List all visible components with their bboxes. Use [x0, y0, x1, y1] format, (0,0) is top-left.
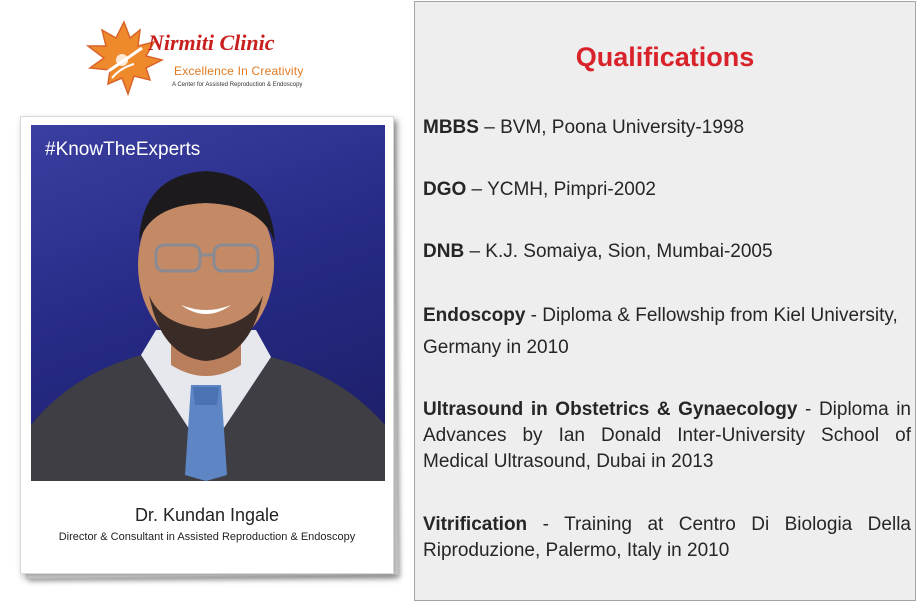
qualification-detail: Diploma & Fellowship from Kiel University, Germany in 2010 — [423, 305, 898, 358]
qualification-item — [423, 112, 911, 144]
qualification-item — [423, 236, 911, 268]
qualification-separator: - — [525, 305, 543, 326]
doctor-title: Director & Consultant in Assisted Reproduction & Endoscopy — [58, 531, 356, 543]
qualification-separator: - — [527, 514, 565, 535]
qualification-degree: DGO — [423, 179, 467, 200]
qualification-degree: Vitrification — [423, 514, 528, 535]
qualification-degree: MBBS — [423, 117, 479, 138]
clinic-logo — [82, 18, 332, 100]
qualification-item — [423, 397, 911, 475]
qualification-item — [423, 512, 911, 564]
doctor-photo — [31, 125, 385, 481]
qualification-separator: – — [478, 117, 501, 138]
hashtag-label: #KnowTheExperts — [45, 139, 201, 160]
qualification-separator: – — [466, 179, 488, 200]
doctor-portrait-illustration — [31, 125, 385, 481]
doctor-name: Dr. Kundan Ingale — [134, 505, 280, 525]
qualification-separator: - — [797, 399, 819, 420]
qualification-detail: BVM, Poona University-1998 — [500, 117, 745, 138]
clinic-name: Nirmiti Clinic — [148, 30, 275, 55]
qualification-degree: Endoscopy — [423, 305, 526, 326]
qualification-detail: Diploma in Advances by Ian Donald Inter-University School of Medical Ultrasound, Dubai in 2013 — [423, 399, 912, 472]
qualification-separator: – — [464, 241, 486, 262]
clinic-tagline: Excellence In Creativity — [174, 64, 304, 78]
qualification-degree: Ultrasound in Obstetrics & Gynaecology — [423, 399, 798, 420]
expert-card — [20, 116, 394, 574]
qualification-degree: DNB — [423, 241, 465, 262]
clinic-subline: A Center for Assisted Reproduction & Endoscopy — [172, 82, 303, 88]
qualification-detail: Training at Centro Di Biologia Della Riproduzione, Palermo, Italy in 2010 — [423, 514, 911, 561]
qualification-item — [423, 300, 911, 364]
qualification-detail: YCMH, Pimpri-2002 — [487, 179, 656, 200]
qualification-detail: K.J. Somaiya, Sion, Mumbai-2005 — [485, 241, 773, 262]
qualifications-panel — [414, 1, 916, 601]
qualifications-title: Qualifications — [575, 42, 755, 72]
qualification-item — [423, 174, 911, 206]
